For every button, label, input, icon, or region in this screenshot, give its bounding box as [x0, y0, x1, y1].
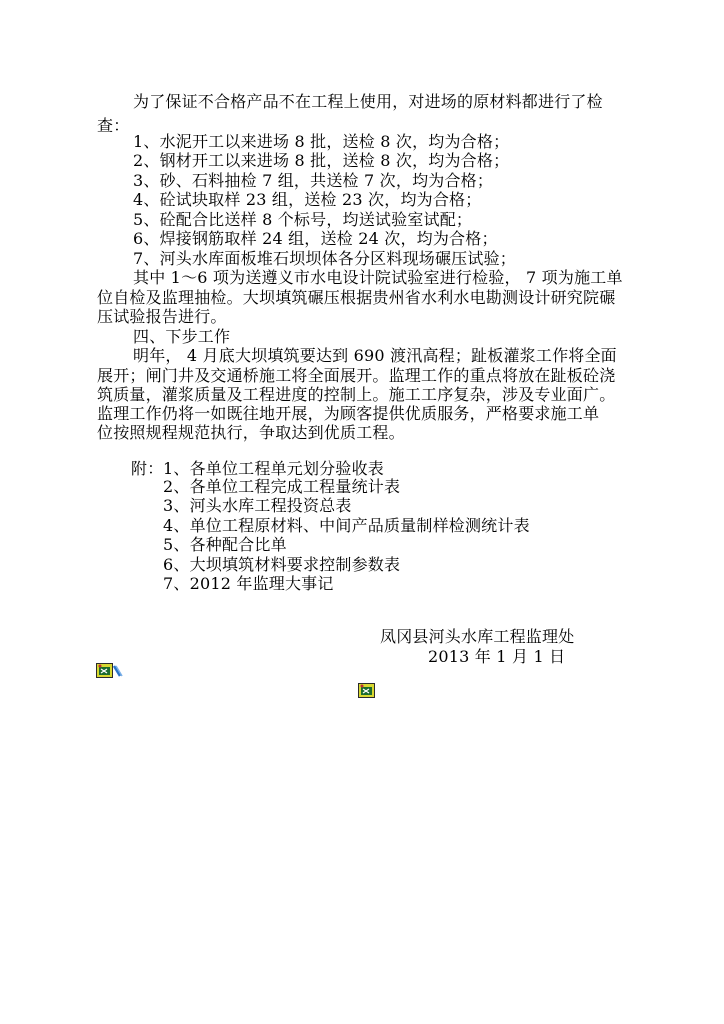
list-item: 3、砂、石料抽检 7 组，共送检 7 次，均为合格；	[133, 171, 494, 190]
paragraph-line: 压试验报告进行。	[97, 307, 227, 326]
list-item: 6、焊接钢筋取样 24 组，送检 24 次，均为合格；	[133, 229, 498, 248]
appendix-item: 5、各种配合比单	[163, 535, 287, 554]
list-item: 2、钢材开工以来进场 8 批，送检 8 次，均为合格；	[133, 151, 510, 170]
appendix-item: 2、各单位工程完成工程量统计表	[163, 477, 401, 496]
paragraph-line: 明年， 4 月底大坝填筑要达到 690 渡汛高程；趾板灌浆工作将全面	[133, 346, 617, 365]
ole-object-icon[interactable]	[96, 663, 124, 679]
signature-organization: 凤冈县河头水库工程监理处	[380, 627, 575, 646]
appendix-item: 7、2012 年监理大事记	[163, 574, 334, 593]
appendix-item: 3、河头水库工程投资总表	[163, 496, 352, 515]
paragraph-line: 监理工作仍将一如既往地开展，为顾客提供优质服务，严格要求施工单	[97, 404, 600, 423]
appendix-label: 附：	[131, 459, 164, 478]
ole-object-icon[interactable]	[358, 683, 376, 699]
list-item: 1、水泥开工以来进场 8 批，送检 8 次，均为合格；	[133, 132, 510, 151]
appendix-item: 6、大坝填筑材料要求控制参数表	[163, 555, 401, 574]
paragraph-line: 筑质量，灌浆质量及工程进度的控制上。施工工序复杂，涉及专业面广。	[97, 385, 616, 404]
list-item: 7、河头水库面板堆石坝坝体各分区料现场碾压试验；	[133, 249, 516, 268]
paragraph-line: 展开；闸门井及交通桥施工将全面展开。监理工作的重点将放在趾板砼浇	[97, 366, 616, 385]
list-item: 5、砼配合比送样 8 个标号，均送试验室试配；	[133, 210, 473, 229]
signature-date: 2013 年 1 月 1 日	[428, 647, 566, 666]
appendix-item: 4、单位工程原材料、中间产品质量制样检测统计表	[163, 516, 530, 535]
appendix-item: 1、各单位工程单元划分验收表	[163, 459, 384, 478]
paragraph-line: 查：	[97, 116, 130, 135]
paragraph-line: 位按照规程规范执行，争取达到优质工程。	[97, 423, 405, 442]
list-item: 4、砼试块取样 23 组，送检 23 次，均为合格；	[133, 190, 482, 209]
section-heading: 四、下步工作	[133, 327, 231, 346]
paragraph-line: 其中 1～6 项为送遵义市水电设计院试验室进行检验， 7 项为施工单	[133, 268, 623, 287]
paragraph-line: 位自检及监理抽检。大坝填筑碾压根据贵州省水利水电勘测设计研究院碾	[97, 288, 616, 307]
paragraph-line: 为了保证不合格产品不在工程上使用，对进场的原材料都进行了检	[133, 92, 603, 111]
